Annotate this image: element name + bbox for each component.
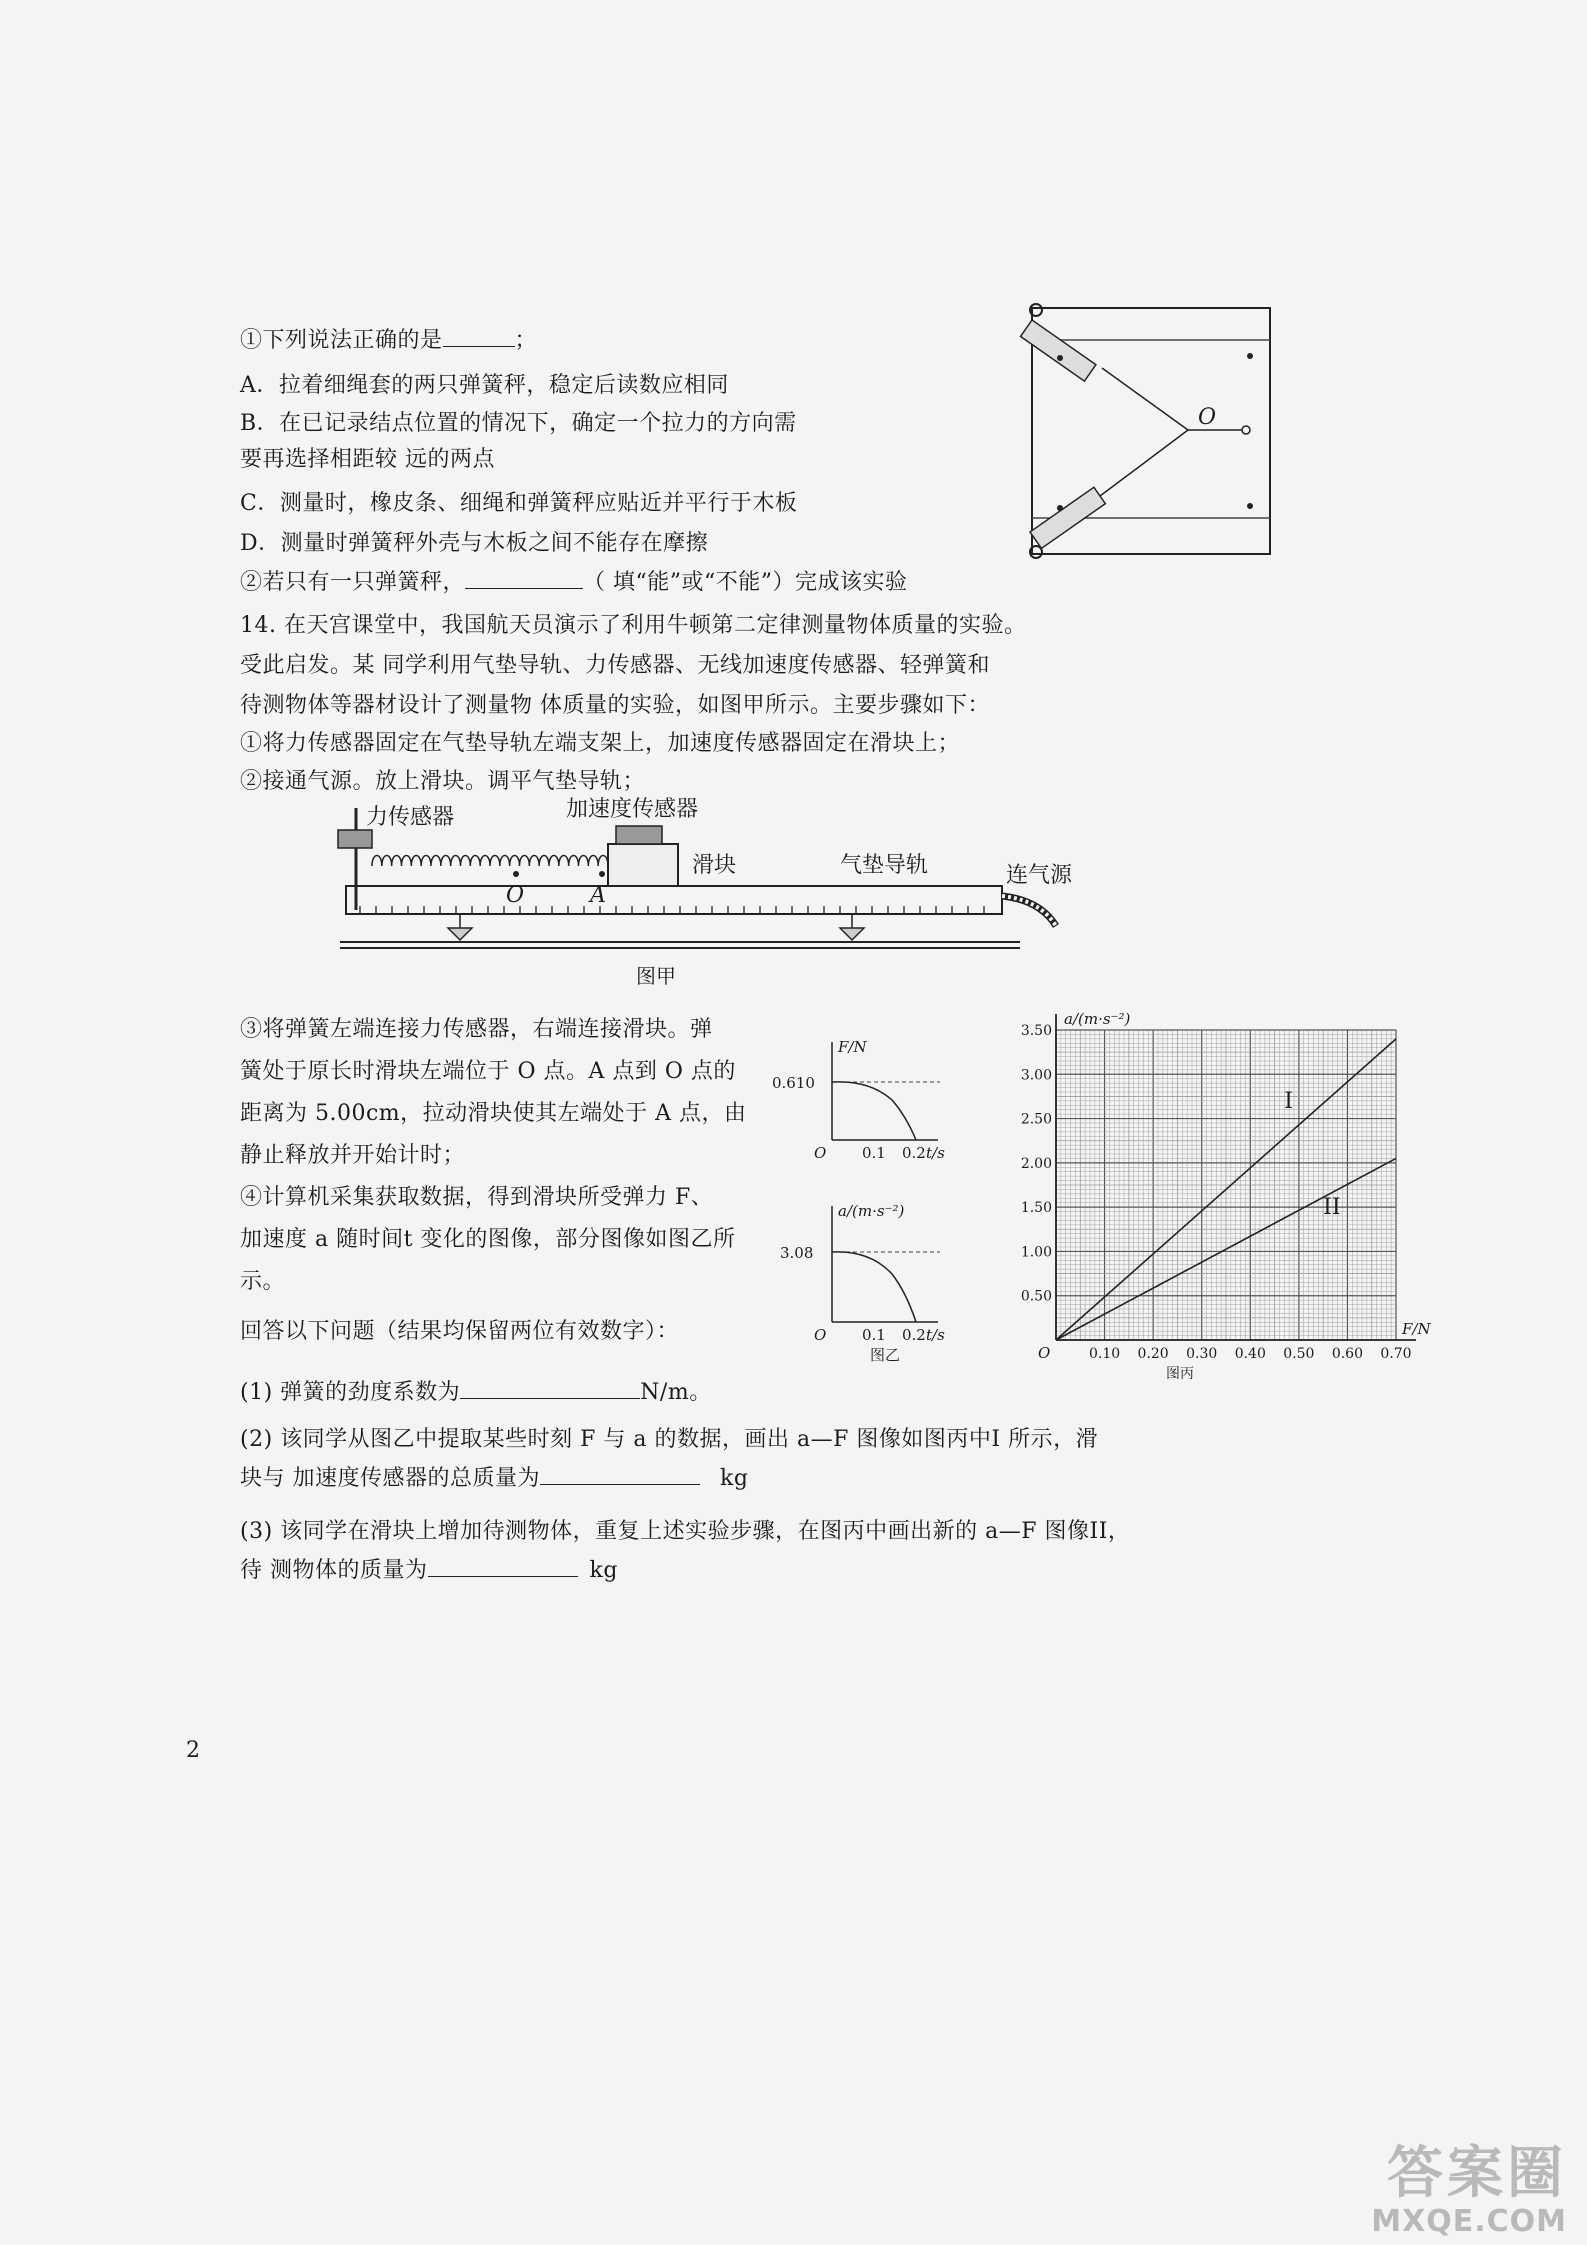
q14-step4-line1: ④计算机采集获取数据，得到滑块所受弹力 F、 <box>240 1185 714 1210</box>
watermark-url: MXQE.COM <box>1371 2204 1567 2239</box>
answer-blank[interactable] <box>460 1378 640 1399</box>
q13-option-b-line2: 要再选择相距较 远的两点 <box>240 447 495 472</box>
accel-axis-label: a/(m·s⁻²) <box>838 1202 905 1220</box>
answer-blank[interactable] <box>428 1556 578 1577</box>
force-origin-label: O <box>814 1144 827 1162</box>
accel-xtick-0.2: 0.2 <box>902 1326 926 1344</box>
q14-step3-line4: 静止释放并开始计时； <box>240 1143 466 1168</box>
chart-origin: O <box>1038 1344 1051 1362</box>
q14-answer-intro: 回答以下问题（结果均保留两位有效数字）： <box>240 1319 680 1344</box>
figure-jia-caption: 图甲 <box>636 964 676 988</box>
q13-option-d: D．测量时弹簧秤外壳与木板之间不能存在摩擦 <box>240 531 709 556</box>
accel-xtick-0.1: 0.1 <box>862 1326 886 1344</box>
watermark-top: 答案圈 <box>1387 2141 1567 2206</box>
page-number: 2 <box>186 1738 200 1763</box>
q13-figure-board <box>1020 300 1280 560</box>
x-tick-label: 0.70 <box>1380 1346 1412 1362</box>
q14-step4-line3: 示。 <box>240 1269 286 1294</box>
force-sensor-block <box>338 830 372 848</box>
q13-sub1: ①下列说法正确的是 ； <box>240 328 538 353</box>
answer-blank[interactable] <box>465 568 583 589</box>
figure-yi-graphs <box>770 1030 1000 1364</box>
x-tick-label: 0.30 <box>1186 1346 1218 1362</box>
answer-blank[interactable] <box>443 326 515 347</box>
q14-step3-line3: 距离为 5.00cm，拉动滑块使其左端处于 A 点，由 <box>240 1101 747 1126</box>
spring <box>372 856 608 867</box>
spring-scale-bottom <box>1030 487 1105 558</box>
label-air-source: 连气源 <box>1006 863 1073 888</box>
y-tick-label: 3.00 <box>1020 1067 1052 1084</box>
q13-option-b-line1: B．在已记录结点位置的情况下，确定一个拉力的方向需 <box>240 411 797 436</box>
x-tick-label: 0.40 <box>1234 1346 1266 1362</box>
figure-jia-air-track <box>320 790 1080 990</box>
graph-force-time <box>772 1038 945 1162</box>
force-axis-label: F/N <box>838 1038 867 1056</box>
chart-xticks <box>1089 1346 1412 1362</box>
y-tick-label: 3.50 <box>1020 1023 1052 1039</box>
q14-question2-line2: 块与 加速度传感器的总质量为 kg <box>240 1466 749 1491</box>
q13-sub2: ②若只有一只弹簧秤， （ 填“能”或“不能”）完成该实验 <box>240 570 908 595</box>
q14-question3-line1: (3) 该同学在滑块上增加待测物体，重复上述实验步骤，在图丙中画出新的 a—F 图像II， <box>240 1519 1131 1544</box>
y-tick-label: 0.50 <box>1020 1288 1052 1305</box>
chart-line-ii-label: II <box>1323 1195 1341 1221</box>
y-tick-label: 1.50 <box>1020 1200 1052 1217</box>
q14-intro-line1: 14. 在天宫课堂中，我国航天员演示了利用牛顿第二定律测量物体质量的实验。 <box>240 613 1027 638</box>
force-xaxis-label: t/s <box>926 1144 945 1162</box>
label-force-sensor: 力传感器 <box>366 805 455 830</box>
y-tick-label: 2.50 <box>1020 1111 1052 1128</box>
q14-step4-line2: 加速度 a 随时间t 变化的图像，部分图像如图乙所 <box>240 1227 736 1252</box>
chart-line-i-label: I <box>1284 1088 1293 1114</box>
force-peak-value: 0.610 <box>772 1074 815 1092</box>
accel-xaxis-label: t/s <box>926 1326 945 1344</box>
watermark-logo <box>1371 2141 1567 2239</box>
label-point-o: O <box>506 883 525 908</box>
label-slider: 滑块 <box>692 853 737 878</box>
y-tick-label: 2.00 <box>1020 1155 1052 1172</box>
graph-accel-time <box>780 1202 945 1344</box>
accel-sensor-block <box>616 826 662 844</box>
chart-ylabel: a/(m·s⁻²) <box>1064 1010 1131 1028</box>
slider-block <box>608 844 678 886</box>
q14-intro-line2: 受此启发。某 同学利用气垫导轨、力传感器、无线加速度传感器、轻弹簧和 <box>240 653 990 678</box>
point-o-label: O <box>1198 405 1217 430</box>
figure-bing-chart <box>1020 1010 1440 1390</box>
accel-peak-value: 3.08 <box>780 1244 814 1262</box>
chart-yticks <box>1021 1023 1052 1305</box>
figure-bing-caption: 图丙 <box>1166 1366 1194 1382</box>
label-air-track: 气垫导轨 <box>840 853 929 878</box>
label-accel-sensor: 加速度传感器 <box>566 797 699 822</box>
chart-xlabel: F/N <box>1402 1320 1431 1338</box>
answer-blank[interactable] <box>540 1464 700 1485</box>
q13-option-c: C．测量时，橡皮条、细绳和弹簧秤应贴近并平行于木板 <box>240 491 798 516</box>
y-tick-label: 1.00 <box>1020 1244 1052 1261</box>
q14-question2-line1: (2) 该同学从图乙中提取某些时刻 F 与 a 的数据，画出 a—F 图像如图丙中I 所示，滑 <box>240 1427 1099 1452</box>
q14-step3-line1: ③将弹簧左端连接力传感器，右端连接滑块。弹 <box>240 1017 713 1042</box>
q14-step1: ①将力传感器固定在气垫导轨左端支架上，加速度传感器固定在滑块上； <box>240 731 961 756</box>
figure-yi-caption: 图乙 <box>870 1346 901 1364</box>
accel-origin-label: O <box>814 1326 827 1344</box>
q13-option-a: A．拉着细绳套的两只弹簧秤，稳定后读数应相同 <box>240 373 729 398</box>
q14-question1: (1) 弹簧的劲度系数为 N/m。 <box>240 1380 712 1405</box>
force-xtick-0.1: 0.1 <box>862 1144 886 1162</box>
q14-question3-line2: 待 测物体的质量为 kg <box>240 1558 618 1583</box>
x-tick-label: 0.50 <box>1283 1346 1315 1362</box>
force-xtick-0.2: 0.2 <box>902 1144 926 1162</box>
q14-step3-line2: 簧处于原长时滑块左端位于 O 点。A 点到 O 点的 <box>240 1059 736 1084</box>
q14-step2: ②接通气源。放上滑块。调平气垫导轨； <box>240 769 646 794</box>
x-tick-label: 0.10 <box>1088 1346 1121 1362</box>
q14-intro-line3: 待测物体等器材设计了测量物 体质量的实验，如图甲所示。主要步骤如下： <box>240 693 990 718</box>
x-tick-label: 0.20 <box>1137 1346 1169 1362</box>
label-point-a: A <box>590 883 606 908</box>
x-tick-label: 0.60 <box>1331 1346 1364 1362</box>
